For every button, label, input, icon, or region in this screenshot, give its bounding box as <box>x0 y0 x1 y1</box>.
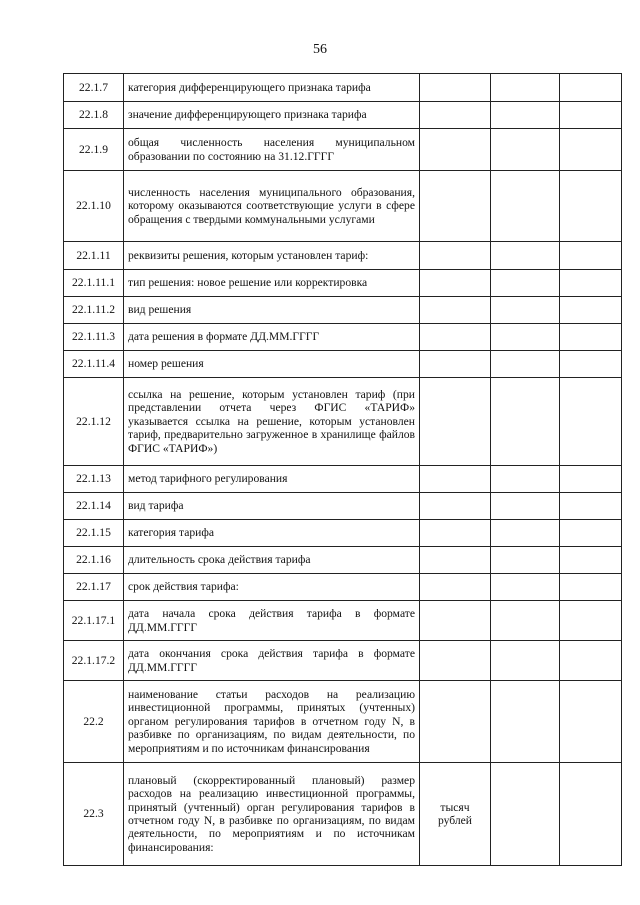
row-unit <box>420 270 491 297</box>
row-description: вид тарифа <box>124 493 420 520</box>
value-cell <box>560 641 622 681</box>
value-cell <box>560 493 622 520</box>
value-cell <box>491 351 560 378</box>
row-description: тип решения: новое решение или корректировка <box>124 270 420 297</box>
value-cell <box>491 324 560 351</box>
row-description: дата окончания срока действия тарифа в формате ДД.ММ.ГГГГ <box>124 641 420 681</box>
table-row <box>64 102 622 129</box>
table-row <box>64 242 622 270</box>
table-row <box>64 681 622 763</box>
value-cell <box>491 297 560 324</box>
table-row <box>64 493 622 520</box>
row-description: длительность срока действия тарифа <box>124 547 420 574</box>
row-number: 22.1.11.2 <box>64 297 124 324</box>
row-unit <box>420 297 491 324</box>
report-form-table <box>63 73 622 866</box>
row-description: категория тарифа <box>124 520 420 547</box>
value-cell <box>560 102 622 129</box>
value-cell <box>491 242 560 270</box>
row-number: 22.1.8 <box>64 102 124 129</box>
value-cell <box>560 129 622 171</box>
row-number: 22.1.7 <box>64 74 124 102</box>
row-number: 22.1.16 <box>64 547 124 574</box>
row-unit <box>420 601 491 641</box>
row-description: реквизиты решения, которым установлен тариф: <box>124 242 420 270</box>
page-number: 56 <box>313 42 327 57</box>
value-cell <box>491 520 560 547</box>
table-row <box>64 129 622 171</box>
value-cell <box>491 102 560 129</box>
row-number: 22.1.13 <box>64 466 124 493</box>
row-number: 22.1.17.1 <box>64 601 124 641</box>
row-unit <box>420 466 491 493</box>
row-unit <box>420 74 491 102</box>
row-unit <box>420 681 491 763</box>
value-cell <box>491 74 560 102</box>
row-number: 22.1.12 <box>64 378 124 466</box>
row-unit <box>420 129 491 171</box>
value-cell <box>560 74 622 102</box>
row-description: срок действия тарифа: <box>124 574 420 601</box>
table-row <box>64 324 622 351</box>
value-cell <box>560 171 622 242</box>
row-unit <box>420 378 491 466</box>
value-cell <box>560 242 622 270</box>
row-number: 22.1.11 <box>64 242 124 270</box>
row-description: значение дифференцирующего признака тарифа <box>124 102 420 129</box>
table-row <box>64 574 622 601</box>
table-row <box>64 378 622 466</box>
row-unit <box>420 641 491 681</box>
row-description: плановый (скорректированный плановый) размер расходов на реализацию инвестиционной программы, принятый (учтенный) орган регулирования тарифов в отчетном году N, в разбивке по организациям, по видам деятельности, по мероприятиям и по источникам финансирования: <box>124 763 420 866</box>
row-number: 22.1.17.2 <box>64 641 124 681</box>
value-cell <box>491 171 560 242</box>
row-number: 22.1.11.4 <box>64 351 124 378</box>
row-unit <box>420 493 491 520</box>
row-unit <box>420 171 491 242</box>
value-cell <box>560 681 622 763</box>
row-number: 22.1.11.3 <box>64 324 124 351</box>
value-cell <box>560 270 622 297</box>
table-row <box>64 763 622 866</box>
row-number: 22.1.9 <box>64 129 124 171</box>
table-row <box>64 466 622 493</box>
value-cell <box>491 129 560 171</box>
row-number: 22.1.11.1 <box>64 270 124 297</box>
row-description: метод тарифного регулирования <box>124 466 420 493</box>
table-row <box>64 641 622 681</box>
value-cell <box>491 601 560 641</box>
row-number: 22.1.14 <box>64 493 124 520</box>
value-cell <box>491 493 560 520</box>
row-number: 22.2 <box>64 681 124 763</box>
table-row <box>64 297 622 324</box>
row-number: 22.3 <box>64 763 124 866</box>
table-row <box>64 74 622 102</box>
row-description: численность населения муниципального образования, которому оказываются соответствующие услуги в сфере обращения с твердыми коммунальными услугами <box>124 171 420 242</box>
value-cell <box>560 574 622 601</box>
value-cell <box>560 324 622 351</box>
row-number: 22.1.10 <box>64 171 124 242</box>
row-unit: тысяч рублей <box>420 763 491 866</box>
value-cell <box>560 297 622 324</box>
row-unit <box>420 324 491 351</box>
row-description: вид решения <box>124 297 420 324</box>
row-description: дата решения в формате ДД.ММ.ГГГГ <box>124 324 420 351</box>
table-row <box>64 171 622 242</box>
row-unit <box>420 547 491 574</box>
value-cell <box>491 574 560 601</box>
value-cell <box>560 763 622 866</box>
row-unit <box>420 102 491 129</box>
row-description: ссылка на решение, которым установлен тариф (при представлении отчета через ФГИС «ТАРИФ» указывается ссылка на решение, которым установлен тариф, предварительно загруженное в хранилище файлов ФГИС «ТАРИФ») <box>124 378 420 466</box>
table-row <box>64 351 622 378</box>
table-row <box>64 547 622 574</box>
row-description: категория дифференцирующего признака тарифа <box>124 74 420 102</box>
table-row <box>64 520 622 547</box>
value-cell <box>560 466 622 493</box>
row-unit <box>420 351 491 378</box>
row-description: номер решения <box>124 351 420 378</box>
value-cell <box>491 378 560 466</box>
value-cell <box>491 763 560 866</box>
value-cell <box>560 520 622 547</box>
value-cell <box>560 547 622 574</box>
value-cell <box>491 641 560 681</box>
row-unit <box>420 520 491 547</box>
value-cell <box>560 601 622 641</box>
value-cell <box>560 351 622 378</box>
row-number: 22.1.17 <box>64 574 124 601</box>
value-cell <box>491 466 560 493</box>
table-row <box>64 601 622 641</box>
row-unit <box>420 574 491 601</box>
value-cell <box>491 547 560 574</box>
table-row <box>64 270 622 297</box>
row-description: наименование статьи расходов на реализацию инвестиционной программы, принятых (учтенных) органом регулирования тарифов в отчетном году N, в разбивке по организациям, по видам деятельности, по мероприятиям и по источникам финансирования <box>124 681 420 763</box>
value-cell <box>560 378 622 466</box>
row-description: общая численность населения муниципальном образовании по состоянию на 31.12.ГГГГ <box>124 129 420 171</box>
row-number: 22.1.15 <box>64 520 124 547</box>
value-cell <box>491 270 560 297</box>
value-cell <box>491 681 560 763</box>
row-unit <box>420 242 491 270</box>
row-description: дата начала срока действия тарифа в формате ДД.ММ.ГГГГ <box>124 601 420 641</box>
